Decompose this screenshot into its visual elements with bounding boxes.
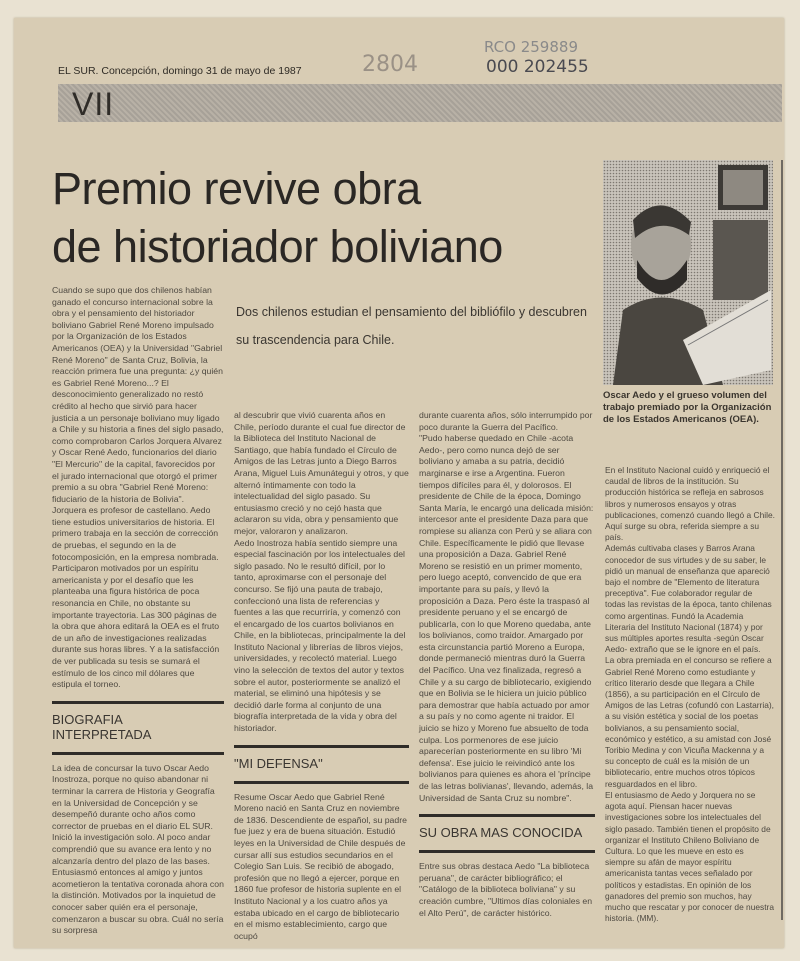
column-4: [605, 465, 775, 924]
section-number: VII: [72, 86, 115, 122]
paragraph: Resume Oscar Aedo que Gabriel René Moreno nació en Santa Cruz en noviembre de 1836. Descendiente de español, su padre fue juez y era de buena situación. Estudió leyes en la Universidad de Chile después de cursar allí sus estudios secundarios en el Colegio San Luis. Se recibió de abogado, profesión que no llegó a ejercer, porque en 1860 fue profesor de historia suplente en el Instituto Nacional y a los cuatro años ya estaba ubicado en el cargo de bibliotecario en el mismo establecimiento, cargo que ocupó: [234, 791, 407, 941]
paragraph: "Pudo haberse quedado en Chile -acota Aedo-, pero como nunca dejó de ser boliviano y amaba a su patria, decidió marginarse e irse a Argentina. Fueron tiempos difíciles para él, y dolorosos. El presidente de Chile de la época, Domingo Santa María, le encargó una delicada misión: intercesor ante el presidente Daza para que rompiese su alianza con Perú y se aliara con Chile. Específicamente le pidió que llevase una proposición a Daza. Gabriel René Moreno se resistió en un primer momento, pero luego aceptó, convencido de que era importante para su país, y llevó la proposición a Daza. Pero éste la traspasó al presidente peruano y el se encargó de publicarla, con lo que Moreno quedaba, ante los bolivianos, como traidor. Amargado por esta circunstancia partió Moreno a Europa, donde permaneció mientras duró la Guerra del Pacífico. Una vez finalizada, regresó a Chile y a su cargo de bibliotecario, exigiendo que en Bolivia se le hiciera un juicio público para demostrar que había actuado por amor a su país y no como agente ni traidor. El juicio se hizo y Moreno fue absuelto de toda culpa. Los pormenores de ese juicio aparecerían posteriormente en su libro 'Mi defensa'. Ese juicio le reivindicó ante los bolivianos para quienes es ahora el 'príncipe de las letras bolivianas', llevando, además, la Universidad de Santa Cruz su nombre".: [419, 433, 594, 803]
archive-code-1: RCO 259889: [484, 38, 578, 56]
divider: [52, 752, 224, 755]
dateline: EL SUR. Concepción, domingo 31 de mayo de 1987: [58, 65, 302, 77]
paragraph: La idea de concursar la tuvo Oscar Aedo Inostroza, porque no quiso abandonar ni terminar la carrera de Historia y Geografía en la Universidad de Concepción y se desempeñó durante ocho años como corrector de pruebas en el diario EL SUR. Inició la investigación solo. Al poco andar comprendió que su avance era lento y no alcanzaría dentro del plazo de las bases. Entusiasmó entonces al amigo y juntos acometieron la tentativa coronada ahora con la distinción. Motivados por la inquietud de conocer saber quién era el personaje, comenzaron a buscar su obra. Cuál no sería su sorpresa: [52, 762, 224, 936]
paragraph: Entre sus obras destaca Aedo "La biblioteca peruana", de carácter bibliográfico; el "Catálogo de la biblioteca boliviana" y su creación cumbre, "Ultimos días coloniales en el Alto Perú", de carácter histórico.: [419, 861, 593, 918]
section-heading: SU OBRA MAS CONOCIDA: [419, 825, 583, 841]
photo-caption: Oscar Aedo y el grueso volumen del trabajo premiado por la Organización de los Estados Americanos (OEA).: [603, 390, 772, 425]
section-heading: "MI DEFENSA": [234, 755, 323, 771]
paragraph: Aedo Inostroza había sentido siempre una especial fascinación por los intelectuales del siglo pasado. No le resultó difícil, por lo tanto, aproximarse con el personaje del concurso. Se fijó una pauta de trabajo, confeccionó una lista de referencias y fuentes a las que recurriría, y comenzó con el encargado de los cuartos bolivianos en Chile, en la bibliotecas, principalmente la del Instituto Nacional y librerías de libros viejos, universidades, y recolectó material. Luego vino la selección de textos del autor y textos sobre el autor, posteriormente se analizó el material, se eliminó una hipótesis y se decidió darle forma al conjunto de una biografía interpretada de la vida y obra del historiador.: [234, 537, 406, 734]
column-2: [234, 410, 409, 942]
paragraph: El entusiasmo de Aedo y Jorquera no se agota aquí. Piensan hacer nuevas investigaciones sobre los intelectuales del siglo pasado. También tienen el propósito de organizar el Instituto Chileno Boliviano de Cultura. Lo que les mueve en esto es siempre su afán de mayor espíritu americanista tantas veces señalado por políticos y estadistas. En opinión de los ganadores del premio son muchos, hay mucho que rescatar y por conocer de nuestra historia. (MM).: [605, 789, 774, 924]
divider: [234, 781, 409, 784]
portrait-photo: [603, 160, 773, 385]
column-divider: [781, 160, 783, 920]
column-3: [419, 410, 595, 919]
archive-code-2: 000 202455: [486, 57, 589, 77]
divider: [419, 850, 595, 853]
handwritten-number: 2804: [362, 52, 418, 77]
paragraph: La obra premiada en el concurso se refiere a Gabriel René Moreno como estudiante y crítico literario desde que llegara a Chile (1856), a su participación en el Círculo de Amigos de las Letras (cofundó con Lastarria), a su visión estética y social de los poetas bolivianos, a su pensamiento social, económico y estético, a su amistad con José Toribio Medina y con Vicuña Mackenna y a su concepto de cuál es la misión de un bibliotecario, entre muchos otros tópicos resguardados en el libro.: [605, 655, 774, 789]
column-1: [52, 285, 224, 937]
section-heading: BIOGRAFIA INTERPRETADA: [52, 711, 152, 742]
divider: [419, 814, 595, 817]
paragraph: Jorquera es profesor de castellano. Aedo tiene estudios universitarios de historia. El primero trabaja en la sección de corrección de pruebas, el segundo en la de fotocomposición, en la empresa nombrada. Participaron motivados por un espíritu americanista y por el desafío que les planteaba una figura histórica de poca resonancia en Chile, no obstante su importante trayectoria. Las 300 páginas de la obra que ahora editará la OEA es el fruto de un año de investigaciones realizadas durante sus horas libres. Y a la satisfacción de ver publicada su tesis se sumará el estímulo de los cinco mil dólares que estipula el torneo.: [52, 505, 220, 690]
paragraph: En el Instituto Nacional cuidó y enriqueció el caudal de libros de la institución. Su producción histórica se refleja en sabrosos libros y numerosos ensayos y otras publicaciones, comenzó cuando llegó a Chile. Aquí surge su obra, referida siempre a su país.: [605, 465, 775, 543]
paragraph: al descubrir que vivió cuarenta años en Chile, período durante el cual fue director de la Biblioteca del Instituto Nacional de Santiago, que había fundado el Círculo de Amigos de las Letras junto a Diego Barros Arana, Miguel Luis Amunátegui y otros, y que alternó íntimamente con todo la intelectualidad del siglo pasado. Su entusiasmo creció y no cejó hasta que aclararon su vida, obra y pensamiento que mejor, valoraron y analizaron.: [234, 410, 409, 536]
divider: [234, 745, 409, 748]
subheadline: Dos chilenos estudian el pensamiento del bibliófilo y descubren su trascendencia para Chile.: [236, 305, 587, 347]
section-band: [58, 84, 782, 122]
headline-line-1: Premio revive obra: [52, 163, 421, 214]
divider: [52, 701, 224, 704]
paragraph: Además cultivaba clases y Barros Arana conocedor de sus virtudes y de su saber, le pidió un manual de enseñanza que apareció bajo el nombre de "Elemento de literatura preceptiva". Fue colaborador regular de todas las revistas de la época, tanto chilenas como argentinas. Fundó la Academia Literaria del Instituto Nacional (1874) y por sus múltiples aportes resulta -según Oscar Aedo- extraño que se le ignore en el país.: [605, 543, 772, 655]
headline: [52, 160, 503, 276]
paragraph: Cuando se supo que dos chilenos habían ganado el concurso internacional sobre la obra y el pensamiento del historiador boliviano Gabriel René Moreno impulsado por la Organización de los Estados Americanos (OEA) y la Universidad "Gabriel René Moreno" de Santa Cruz, Bolivia, la reacción primera fue una pregunta: ¿y quién es Gabriel René Moreno...? El desconocimiento generalizado no restó crédito al hecho que sirvió para hacer justicia a un personaje boliviano muy ligado a Chile y su historia a fines del siglo pasado, como comprobaron Carlos Jorquera Alvarez y Oscar René Aedo, funcionarios del diario "El Mercurio" de la capital, favorecidos por el jurado internacional que otorgó el primer premio a su obra "Gabriel René Moreno: fiduciario de la historia de Bolivia".: [52, 285, 224, 504]
headline-line-2: de historiador boliviano: [52, 221, 503, 272]
paragraph: durante cuarenta años, sólo interrumpido por poco durante la Guerra del Pacífico.: [419, 410, 593, 432]
